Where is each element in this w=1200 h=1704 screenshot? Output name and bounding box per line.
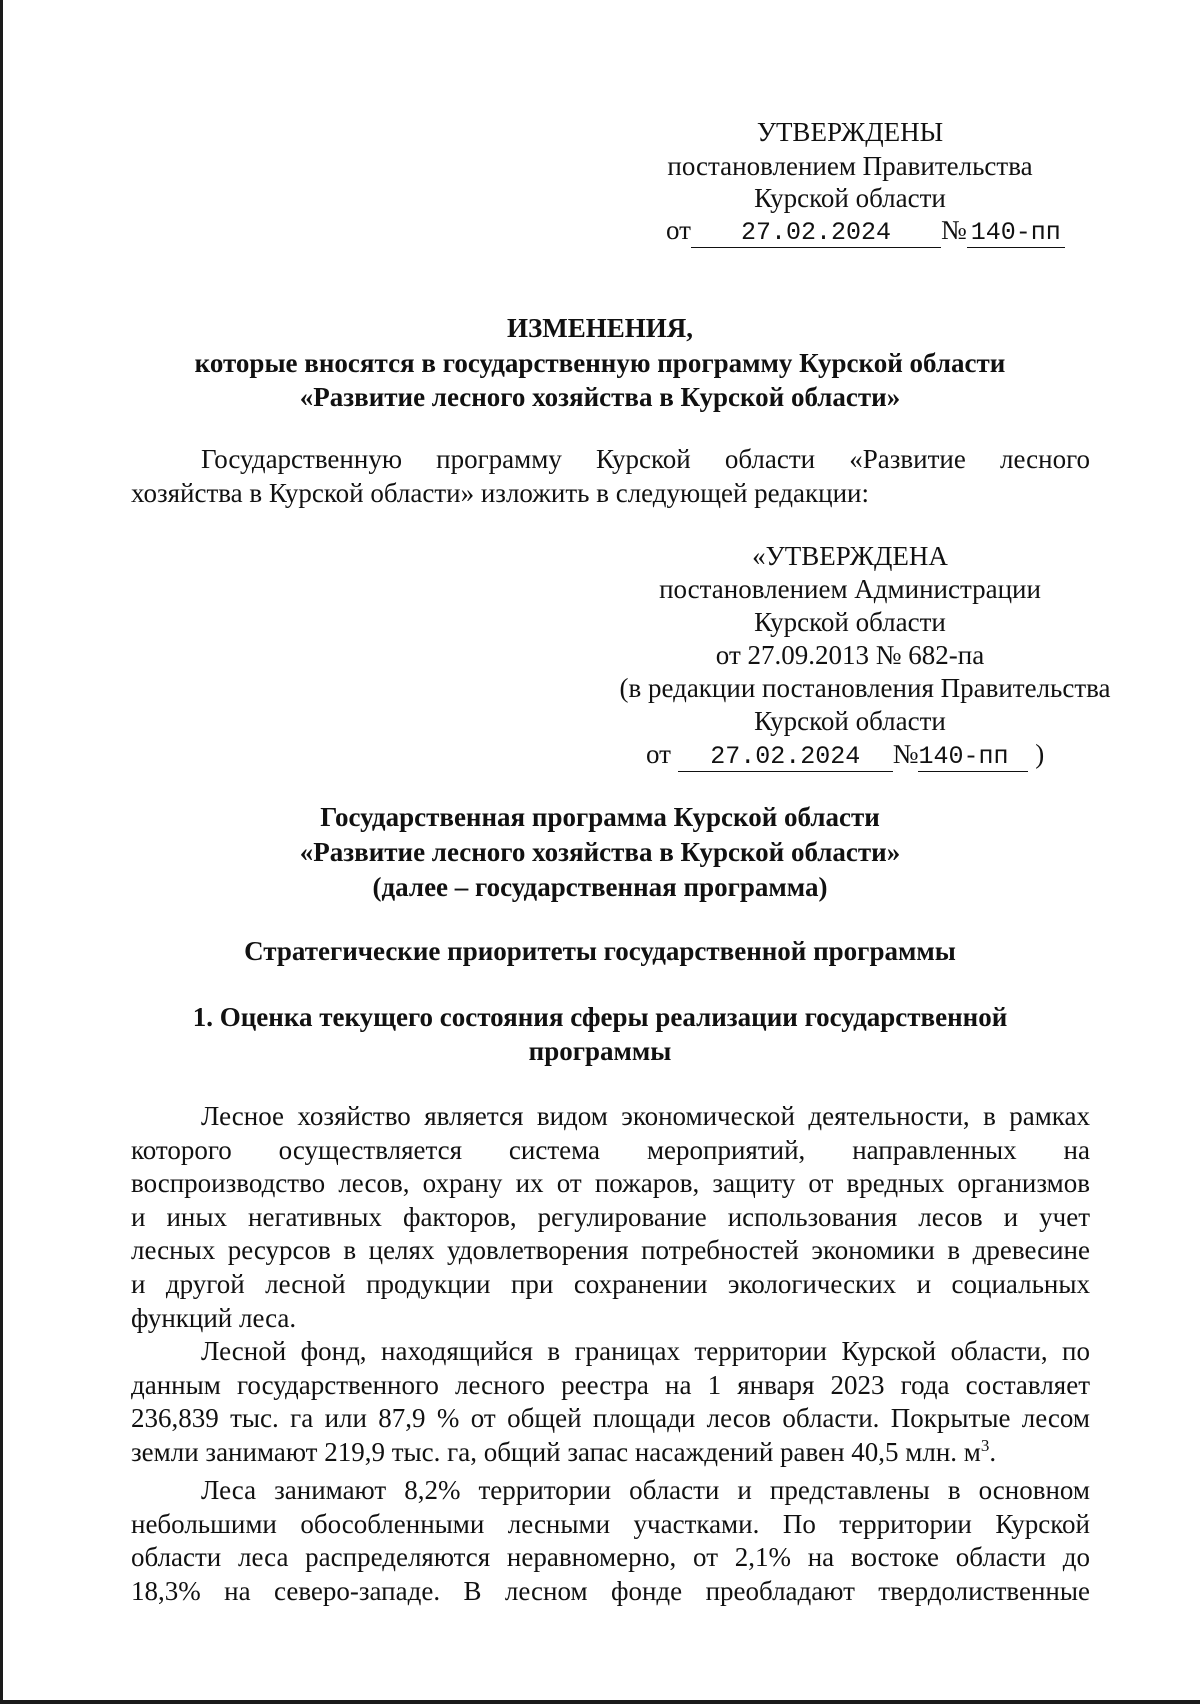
body-paragraph-2 <box>131 1335 1090 1469</box>
intro-line2: хозяйства в Курской области» изложить в следующей редакции: <box>131 477 869 508</box>
approval2-line6: Курской области <box>754 706 946 736</box>
p2-last-line <box>131 1436 1090 1470</box>
body-paragraph-3 <box>131 1474 1090 1608</box>
approval1-date: 27.02.2024 <box>691 219 941 248</box>
intro-paragraph <box>131 443 1090 510</box>
subsection-title-line2: программы <box>528 1036 672 1066</box>
p1-line: функций леса. <box>131 1302 297 1333</box>
scan-edge-left <box>0 0 3 1704</box>
approval1-line3: Курской области <box>754 183 946 213</box>
p1-line: которого осуществляется система мероприятий, направленных на <box>131 1134 1090 1165</box>
p2-line: 236,839 тыс. га или 87,9 % от общей площади лесов области. Покрытые лесом <box>131 1403 1090 1434</box>
p1-line: и иных негативных факторов, регулирование использования лесов и учет <box>131 1201 1090 1232</box>
p2-line: Лесной фонд, находящийся в границах территории Курской области, по <box>201 1336 1090 1366</box>
approval2-title: «УТВЕРЖДЕНА <box>752 541 948 571</box>
p1-line: Лесное хозяйство является видом экономической деятельности, в рамках <box>201 1101 1090 1131</box>
approval2-line5: (в редакции постановления Правительства <box>619 673 1111 703</box>
approval1-number: 140-пп <box>967 219 1065 248</box>
p3-line: небольшими обособленными лесными участками. По территории Курской <box>131 1508 1090 1539</box>
approval1-date-line <box>666 214 1065 248</box>
program-title-line3: (далее – государственная программа) <box>372 872 828 902</box>
approval1-title: УТВЕРЖДЕНЫ <box>756 117 944 147</box>
p3-line: 18,3% на северо-западе. В лесном фонде преобладают твердолиственные <box>131 1575 1090 1606</box>
scan-edge-bottom <box>0 1700 1200 1704</box>
approval2-line4: от 27.09.2013 № 682-па <box>715 640 985 670</box>
approval2-closing: ) <box>1035 739 1045 769</box>
changes-line2: которые вносятся в государственную программу Курской области <box>194 348 1006 378</box>
program-title-line2: «Развитие лесного хозяйства в Курской области» <box>299 837 901 867</box>
p3-line: Леса занимают 8,2% территории области и представлены в основном <box>201 1475 1090 1505</box>
approval1-line2: постановлением Правительства <box>667 151 1033 181</box>
changes-line3: «Развитие лесного хозяйства в Курской области» <box>299 382 901 412</box>
p2-end: . <box>989 1436 997 1467</box>
section-title: Стратегические приоритеты государственной программы <box>244 936 956 966</box>
approval2-number-label: № <box>892 739 919 769</box>
approval2-date: 27.02.2024 <box>678 743 893 772</box>
approval2-number: 140-пп <box>918 743 1028 772</box>
p2-line: земли занимают 219,9 тыс. га, общий запас насаждений равен 40,5 млн. м <box>131 1436 981 1467</box>
approval2-line2: постановлением Администрации <box>659 574 1041 604</box>
p3-line: области леса распределяются неравномерно, от 2,1% на востоке области до <box>131 1542 1090 1573</box>
body-paragraph-1 <box>131 1100 1090 1335</box>
approval2-from-label: от <box>646 739 671 769</box>
p2-line: данным государственного лесного реестра на 1 января 2023 года составляет <box>131 1369 1090 1400</box>
p1-line: лесных ресурсов в целях удовлетворения потребностей экономики в древесине <box>131 1235 1090 1266</box>
approval2-date-line <box>646 738 1044 772</box>
approval1-from-label: от <box>666 215 691 245</box>
p1-line: и другой лесной продукции при сохранении экологических и социальных <box>131 1268 1090 1299</box>
approval1-number-label: № <box>940 215 967 245</box>
changes-title: ИЗМЕНЕНИЯ, <box>506 313 693 343</box>
intro-line1: Государственную программу Курской области «Развитие лесного <box>201 444 1090 474</box>
p1-line: воспроизводство лесов, охрану их от пожаров, защиту от вредных организмов <box>131 1168 1090 1199</box>
program-title-line1: Государственная программа Курской области <box>320 802 880 832</box>
subsection-title-line1: 1. Оценка текущего состояния сферы реализации государственной <box>192 1002 1008 1032</box>
approval2-line3: Курской области <box>754 607 946 637</box>
p2-superscript: 3 <box>980 1435 990 1455</box>
